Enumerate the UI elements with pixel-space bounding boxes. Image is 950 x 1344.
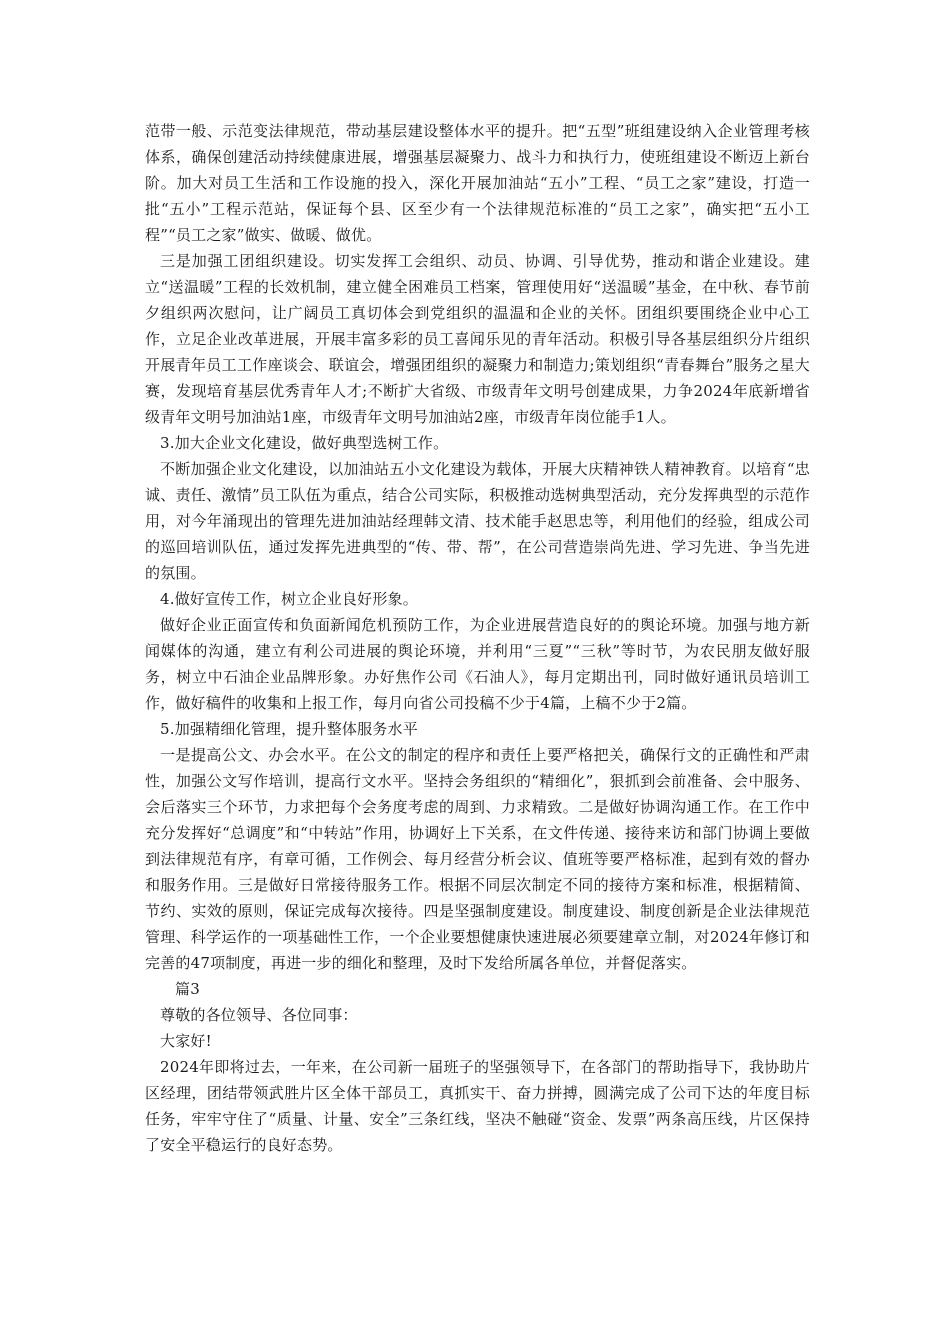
body-paragraph: 一是提高公文、办会水平。在公文的制定的程序和责任上要严格把关，确保行文的正确性和严肃性，加强公文写作培训，提高行文水平。坚持会务组织的“精细化”，狠抓到会前准备、会中服务、会后落实三个环节，力求把每个会务度考虑的周到、力求精致。二是做好协调沟通工作。在工作中充分发挥好“总调度”和“中转站”作用，协调好上下关系，在文件传递、接待来访和部门协调上要做到法律规范有序，有章可循，工作例会、每月经营分析会议、值班等要严格标准，起到有效的督办和服务作用。三是做好日常接待服务工作。根据不同层次制定不同的接待方案和标准，根据精简、节约、实效的原则，保证完成每次接待。四是坚强制度建设。制度建设、制度创新是企业法律规范管理、科学运作的一项基础性工作，一个企业要想健康快速进展必须要建章立制，对2024年修订和完善的47项制度，再进一步的细化和整理，及时下发给所属各单位，并督促落实。 xyxy=(145,746,810,972)
section-heading: 5.加强精细化管理，提升整体服务水平 xyxy=(160,720,418,738)
body-paragraph: 范带一般、示范变法律规范，带动基层建设整体水平的提升。把“五型”班组建设纳入企业管理考核体系，确保创建活动持续健康进展，增强基层凝聚力、战斗力和执行力，使班组建设不断迈上新台阶。加大对员工生活和工作设施的投入，深化开展加油站“五小”工程、“员工之家”建设，打造一批“五小”工程示范站，保证每个县、区至少有一个法律规范标准的“员工之家”，确实把“五小工程”“员工之家”做实、做暖、做优。 xyxy=(145,122,810,244)
body-paragraph: 做好企业正面宣传和负面新闻危机预防工作，为企业进展营造良好的的舆论环境。加强与地方新闻媒体的沟通，建立有利公司进展的舆论环境，并利用“三夏”“三秋”等时节，为农民朋友做好服务，树立中石油企业品牌形象。办好焦作公司《石油人》，每月定期出刊，同时做好通讯员培训工作，做好稿件的收集和上报工作，每月向省公司投稿不少于4篇，上稿不少于2篇。 xyxy=(145,616,810,712)
section-heading: 4.做好宣传工作，树立企业良好形象。 xyxy=(160,590,418,608)
body-paragraph: 不断加强企业文化建设，以加油站五小文化建设为载体，开展大庆精神铁人精神教育。以培育“忠诚、责任、激情”员工队伍为重点，结合公司实际，积极推动选树典型活动，充分发挥典型的示范作用，对今年涌现出的管理先进加油站经理韩文清、技术能手赵思忠等，利用他们的经验，组成公司的巡回培训队伍，通过发挥先进典型的“传、带、帮”，在公司营造崇尚先进、学习先进、争当先进的氛围。 xyxy=(145,460,810,582)
greeting: 大家好! xyxy=(160,1032,212,1050)
chapter-title: 篇3 xyxy=(175,980,200,998)
document-body xyxy=(145,118,810,1158)
body-paragraph: 三是加强工团组织建设。切实发挥工会组织、动员、协调、引导优势，推动和谐企业建设。建立“送温暖”工程的长效机制，建立健全困难员工档案，管理使用好“送温暖”基金，在中秋、春节前夕组织两次慰问，让广阔员工真切体会到党组织的温温和企业的关怀。团组织要围绕企业中心工作，立足企业改革进展，开展丰富多彩的员工喜闻乐见的青年活动。积极引导各基层组织分片组织开展青年员工工作座谈会、联谊会，增强团组织的凝聚力和制造力;策划组织“青春舞台”服务之星大赛，发现培育基层优秀青年人才;不断扩大省级、市级青年文明号创建成果，力争2024年底新增省级青年文明号加油站1座，市级青年文明号加油站2座，市级青年岗位能手1人。 xyxy=(145,252,810,426)
section-heading: 3.加大企业文化建设，做好典型选树工作。 xyxy=(160,434,449,452)
body-paragraph: 2024年即将过去，一年来，在公司新一届班子的坚强领导下，在各部门的帮助指导下，我协助片区经理，团结带领武胜片区全体干部员工，真抓实干、奋力拼搏，圆满完成了公司下达的年度目标任务，牢牢守住了“质量、计量、安全”三条红线，坚决不触碰“资金、发票”两条高压线，片区保持了安全平稳运行的良好态势。 xyxy=(145,1058,810,1154)
salutation: 尊敬的各位领导、各位同事： xyxy=(160,1006,358,1024)
